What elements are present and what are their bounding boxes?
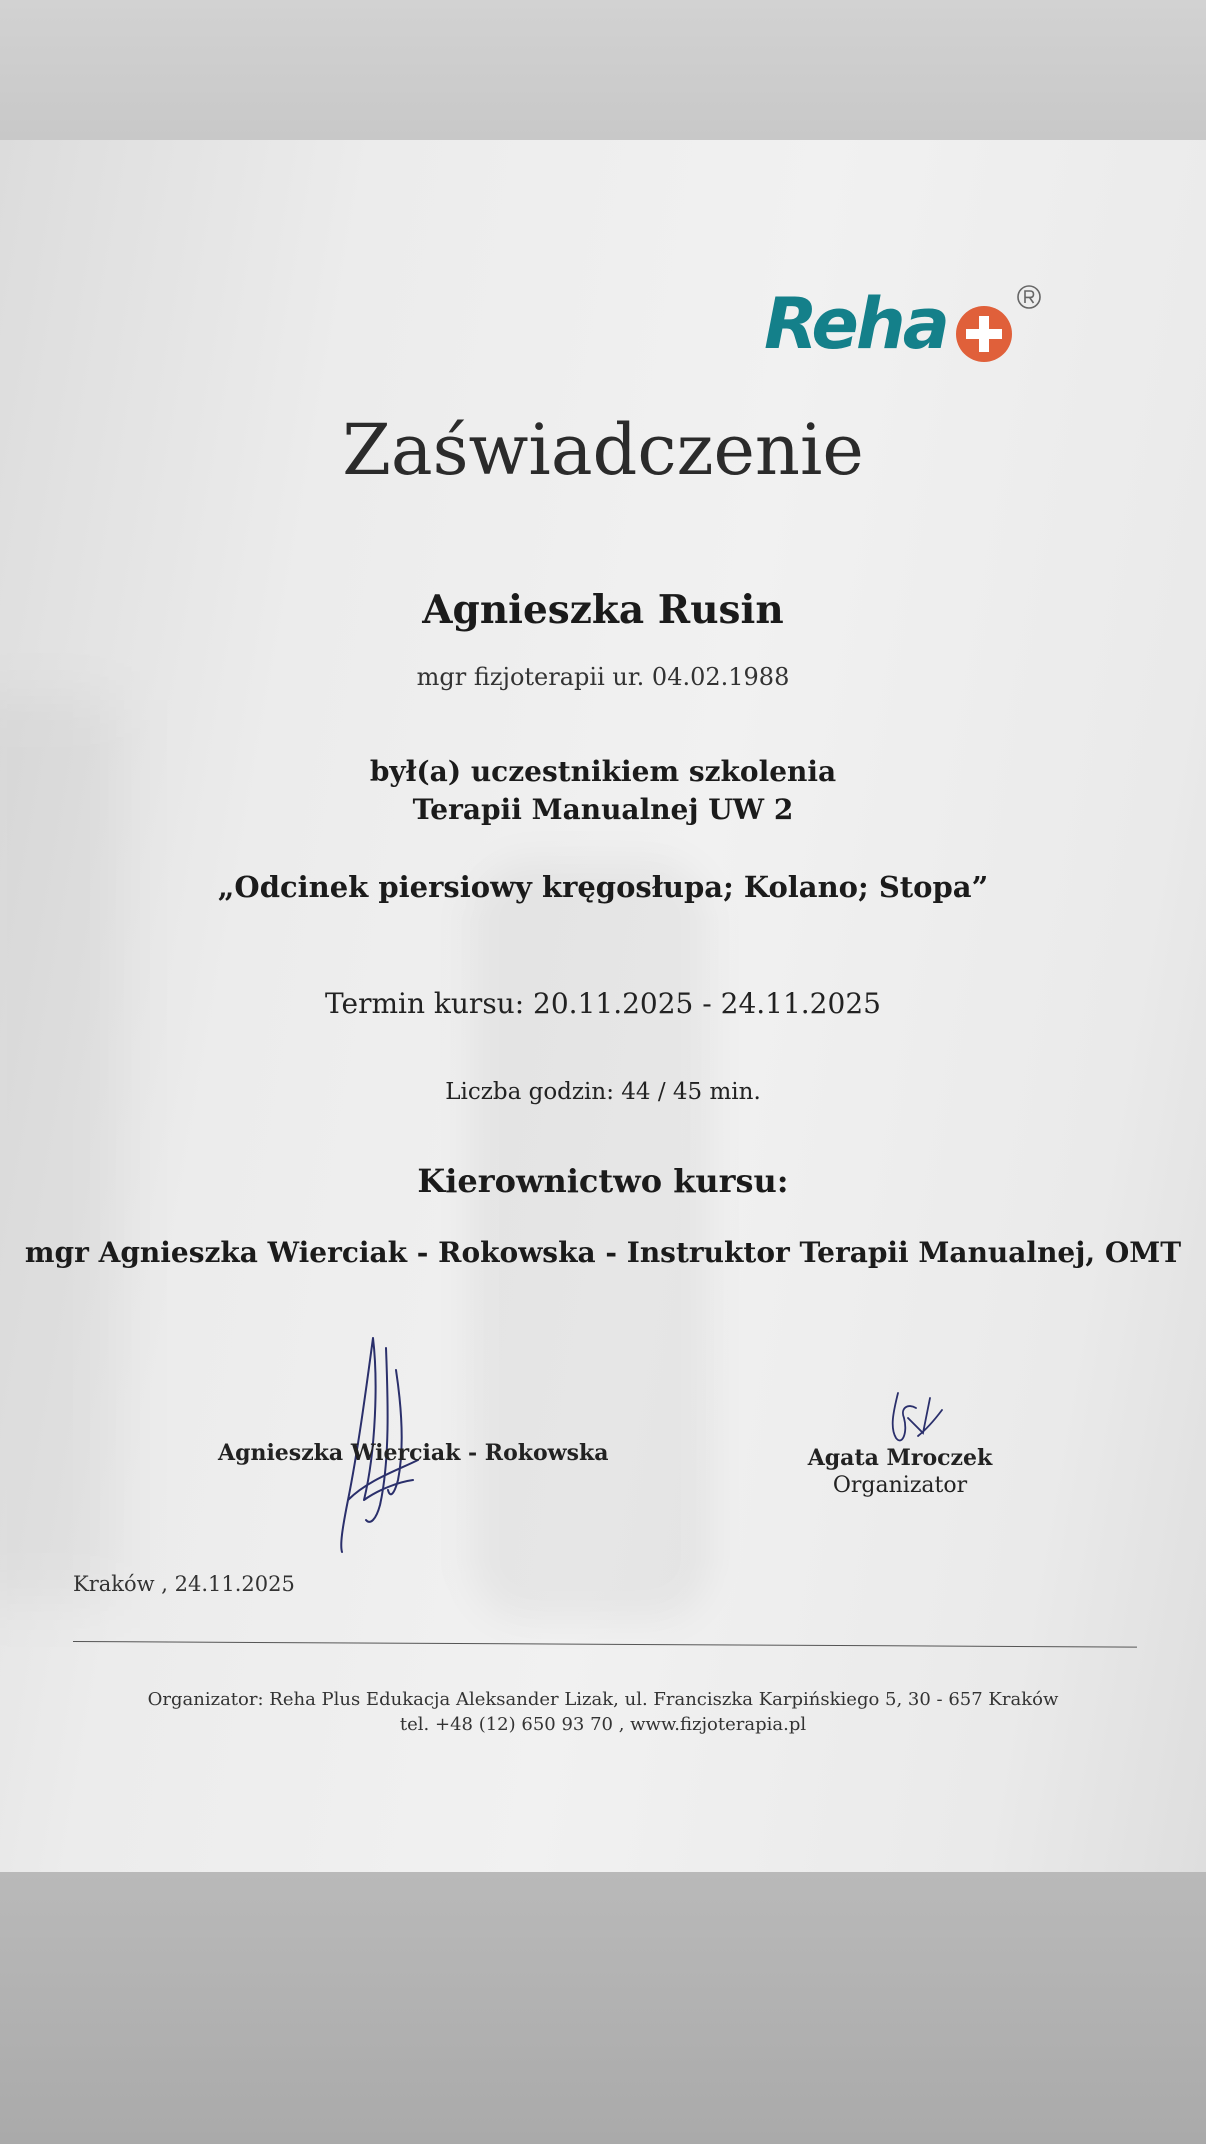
right-signatory xyxy=(800,1444,1000,1500)
footer-contact: tel. +48 (12) 650 93 70 , www.fizjoterapia.pl xyxy=(399,1714,807,1735)
course-term: Termin kursu: 20.11.2025 - 24.11.2025 xyxy=(325,987,881,1020)
plus-circle-icon xyxy=(954,304,1014,364)
course-hours: Liczba godzin: 44 / 45 min. xyxy=(445,1079,761,1105)
course-topic: „Odcinek piersiowy kręgosłupa; Kolano; Stopa” xyxy=(217,870,989,904)
registered-mark-icon xyxy=(1016,284,1042,310)
background-bottom xyxy=(0,1872,1206,2144)
right-signatory-role: Organizator xyxy=(832,1473,968,1498)
place-and-date: Kraków , 24.11.2025 xyxy=(73,1572,295,1596)
right-signature xyxy=(878,1388,948,1448)
participant-degree: mgr fizjoterapii ur. 04.02.1988 xyxy=(416,663,790,691)
participation-statement: był(a) uczestnikiem szkolenia xyxy=(369,755,837,788)
logo-text: Reha xyxy=(764,283,947,365)
management-heading: Kierownictwo kursu: xyxy=(417,1162,789,1200)
right-signatory-name: Agata Mroczek xyxy=(807,1445,993,1471)
background-top xyxy=(0,0,1206,140)
footer-organizer-address: Organizator: Reha Plus Edukacja Aleksander Lizak, ul. Franciszka Karpińskiego 5, 30 - 657 Kraków xyxy=(147,1689,1059,1710)
left-signatory-name: Agnieszka Wierciak - Rokowska xyxy=(218,1440,609,1466)
reha-plus-logo xyxy=(764,284,1044,374)
instructor-line: mgr Agnieszka Wierciak - Rokowska - Instruktor Terapii Manualnej, OMT xyxy=(24,1236,1182,1269)
certificate-title: Zaświadczenie xyxy=(342,409,864,491)
course-name: Terapii Manualnej UW 2 xyxy=(412,793,794,826)
participant-name: Agnieszka Rusin xyxy=(422,587,784,633)
